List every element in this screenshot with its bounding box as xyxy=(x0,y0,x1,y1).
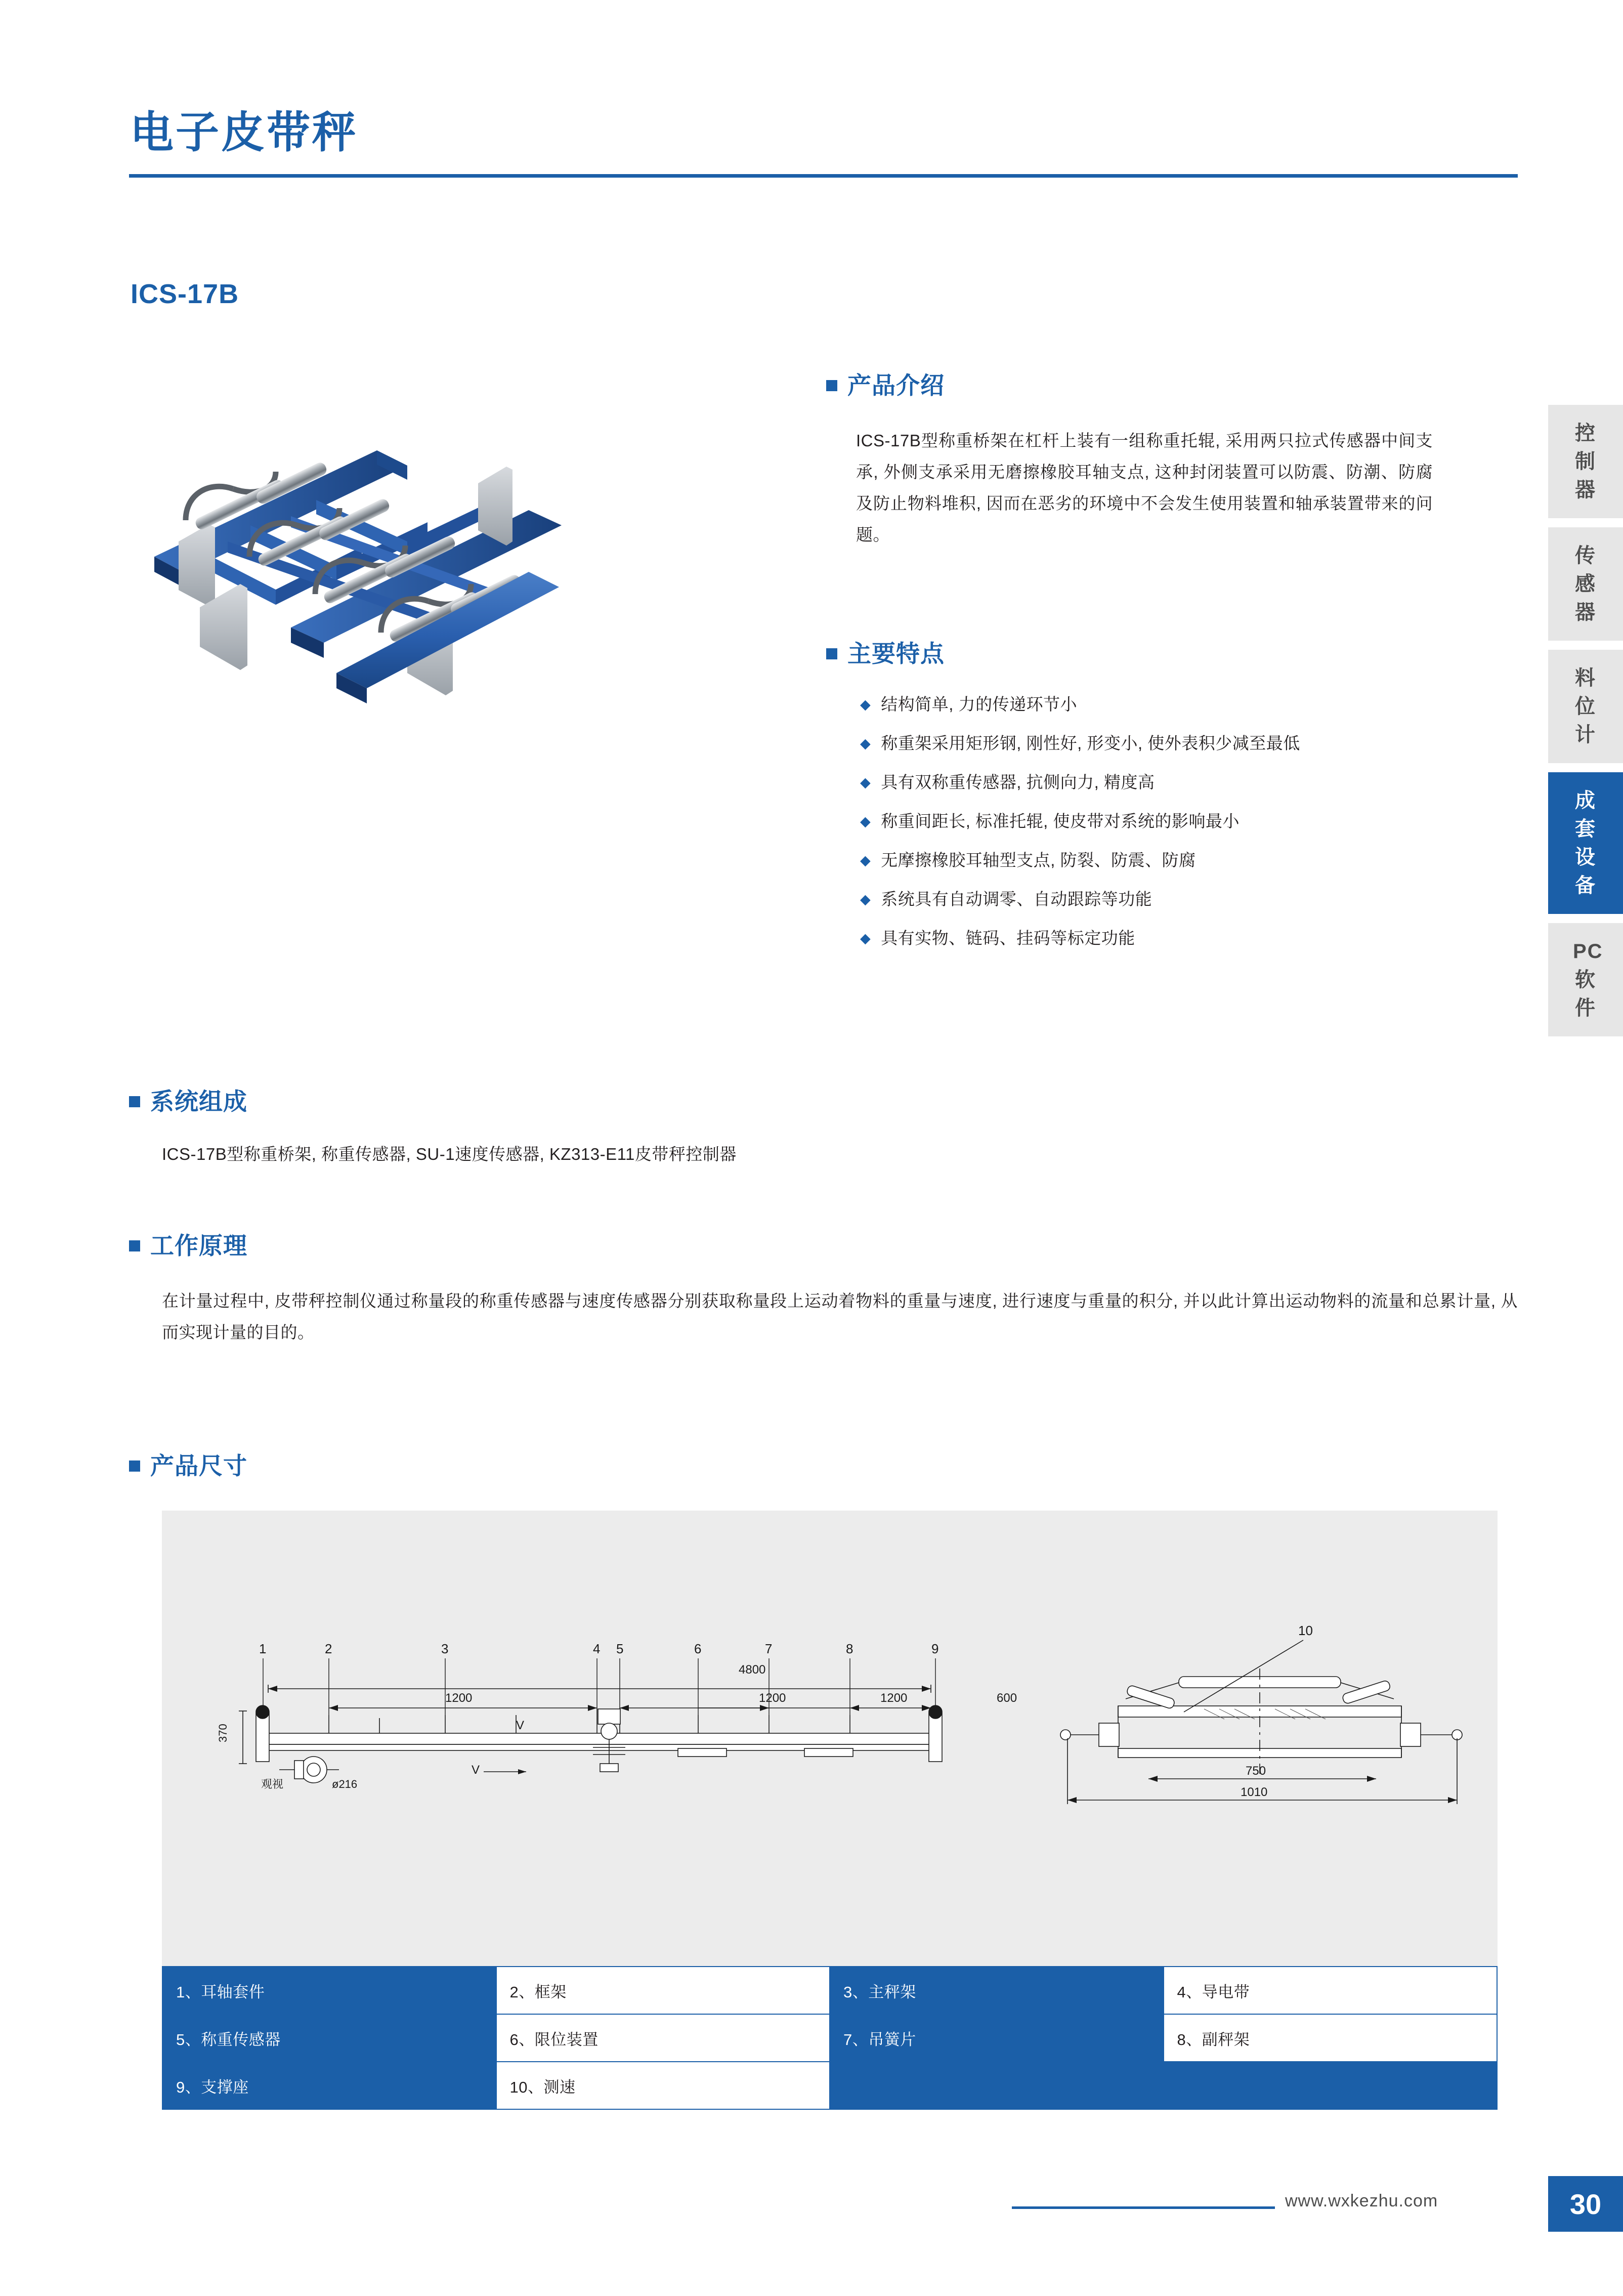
legend-cell: 2、框架 xyxy=(496,1967,830,2014)
svg-text:8: 8 xyxy=(846,1641,853,1656)
legend-cell: 10、测速 xyxy=(496,2062,830,2109)
svg-text:1200: 1200 xyxy=(445,1691,473,1705)
diamond-bullet-icon: ◆ xyxy=(860,736,871,751)
table-row xyxy=(162,2062,1497,2109)
section-heading-dimensions xyxy=(129,1447,247,1481)
feature-text: 系统具有自动调零、自动跟踪等功能 xyxy=(881,890,1152,908)
side-tab-label: 料位计 xyxy=(1575,667,1596,746)
intro-heading-text: 产品介绍 xyxy=(847,372,945,399)
diamond-bullet-icon: ◆ xyxy=(860,892,871,907)
side-tab-label: 成套设备 xyxy=(1575,789,1596,897)
svg-text:370: 370 xyxy=(217,1724,229,1742)
section-heading-features xyxy=(826,635,945,669)
list-item xyxy=(860,888,1457,910)
feature-text: 称重间距长, 标准托辊, 使皮带对系统的影响最小 xyxy=(881,812,1240,830)
system-paragraph: ICS-17B型称重桥架, 称重传感器, SU-1速度传感器, KZ313-E11皮带秤控制器 xyxy=(162,1145,737,1163)
side-tab-complete-equipment[interactable] xyxy=(1548,772,1623,914)
dimension-drawing xyxy=(162,1511,1498,1966)
svg-text:6: 6 xyxy=(694,1641,702,1656)
svg-text:5: 5 xyxy=(616,1641,624,1656)
feature-text: 称重架采用矩形钢, 刚性好, 形变小, 使外表积少减至最低 xyxy=(881,734,1300,753)
square-bullet-icon xyxy=(826,380,837,391)
section-heading-principle xyxy=(129,1227,247,1261)
feature-text: 结构简单, 力的传递环节小 xyxy=(881,695,1078,714)
side-tab-label: 传感器 xyxy=(1575,545,1596,623)
list-item xyxy=(860,771,1457,794)
legend-cell: 7、吊簧片 xyxy=(830,2014,1164,2062)
svg-text:1200: 1200 xyxy=(759,1691,786,1705)
page-header xyxy=(129,109,1515,178)
legend-cell: 3、主秤架 xyxy=(830,1967,1164,2014)
list-item xyxy=(860,849,1457,871)
features-heading-text: 主要特点 xyxy=(847,640,945,667)
feature-text: 具有双称重传感器, 抗侧向力, 精度高 xyxy=(881,773,1155,791)
legend-cell: 5、称重传感器 xyxy=(162,2014,496,2062)
svg-text:1: 1 xyxy=(259,1641,267,1656)
side-tab-pc-software[interactable] xyxy=(1548,923,1623,1036)
side-tab-label: 控制器 xyxy=(1575,422,1596,501)
list-item xyxy=(860,927,1457,949)
svg-text:2: 2 xyxy=(325,1641,332,1656)
principle-paragraph: 在计量过程中, 皮带秤控制仪通过称量段的称重传感器与速度传感器分别获取称量段上运动着物料的重量与速度, 进行速度与重量的积分, 并以此计算出运动物料的流量和总累计量, 从而实现计量的目的。 xyxy=(162,1291,1518,1342)
table-row xyxy=(162,1967,1497,2014)
svg-text:10: 10 xyxy=(1298,1623,1313,1638)
diamond-bullet-icon: ◆ xyxy=(860,775,871,790)
svg-text:V: V xyxy=(516,1719,525,1732)
feature-text: 具有实物、链码、挂码等标定功能 xyxy=(881,929,1135,947)
svg-text:1200: 1200 xyxy=(880,1691,908,1705)
intro-paragraph: ICS-17B型称重桥架在杠杆上装有一组称重托辊, 采用两只拉式传感器中间支承, 外侧支承采用无磨擦橡胶耳轴支点, 这种封闭装置可以防震、防潮、防腐及防止物料堆积, 因而在恶劣的环境中不会发生使用装置和轴承装置带来的问题。 xyxy=(856,431,1433,544)
product-illustration xyxy=(124,390,827,744)
legend-cell: 9、支撑座 xyxy=(162,2062,496,2109)
diamond-bullet-icon: ◆ xyxy=(860,853,871,868)
legend-table xyxy=(162,1966,1498,2110)
side-tab-nav xyxy=(1548,405,1623,1046)
svg-text:600: 600 xyxy=(997,1691,1017,1705)
list-item xyxy=(860,810,1457,832)
title-divider xyxy=(129,174,1518,178)
legend-cell-empty xyxy=(1164,2062,1498,2109)
legend-cell: 6、限位装置 xyxy=(496,2014,830,2062)
diamond-bullet-icon: ◆ xyxy=(860,814,871,829)
footer-divider xyxy=(1012,2206,1275,2209)
side-tab-sensor[interactable] xyxy=(1548,527,1623,641)
square-bullet-icon xyxy=(129,1240,140,1251)
table-row xyxy=(162,2014,1497,2062)
dimension-drawing-panel xyxy=(162,1511,1498,1966)
list-item xyxy=(860,693,1457,716)
side-tab-level-meter[interactable] xyxy=(1548,650,1623,763)
principle-heading-text: 工作原理 xyxy=(150,1232,247,1259)
legend-cell-empty xyxy=(830,2062,1164,2109)
system-heading-text: 系统组成 xyxy=(150,1088,247,1115)
diamond-bullet-icon: ◆ xyxy=(860,931,871,946)
svg-text:V: V xyxy=(472,1763,480,1777)
svg-text:7: 7 xyxy=(765,1641,773,1656)
legend-cell: 1、耳轴套件 xyxy=(162,1967,496,2014)
side-tab-label: PC软件 xyxy=(1573,940,1603,1019)
square-bullet-icon xyxy=(129,1096,140,1107)
diamond-bullet-icon: ◆ xyxy=(860,697,871,712)
section-heading-intro xyxy=(826,367,945,401)
legend-cell: 4、导电带 xyxy=(1164,1967,1498,2014)
dimensions-heading-text: 产品尺寸 xyxy=(150,1452,247,1479)
svg-text:4: 4 xyxy=(593,1641,601,1656)
section-heading-system xyxy=(129,1083,247,1117)
feature-text: 无摩擦橡胶耳轴型支点, 防裂、防震、防腐 xyxy=(881,851,1196,869)
svg-text:9: 9 xyxy=(931,1641,939,1656)
legend-cell: 8、副秤架 xyxy=(1164,2014,1498,2062)
page-title: 电子皮带秤 xyxy=(130,108,358,157)
svg-text:4800: 4800 xyxy=(739,1663,766,1677)
list-item xyxy=(860,732,1457,755)
svg-text:观视: 观视 xyxy=(261,1778,284,1790)
footer-website[interactable]: www.wxkezhu.com xyxy=(1285,2191,1438,2210)
square-bullet-icon xyxy=(129,1460,140,1472)
page-number: 30 xyxy=(1548,2176,1623,2232)
svg-text:750: 750 xyxy=(1246,1764,1266,1778)
svg-text:ø216: ø216 xyxy=(332,1778,358,1790)
model-code: ICS-17B xyxy=(131,279,239,309)
square-bullet-icon xyxy=(826,648,837,659)
svg-text:1010: 1010 xyxy=(1241,1785,1268,1799)
features-list xyxy=(860,693,1457,966)
side-tab-controller[interactable] xyxy=(1548,405,1623,518)
svg-text:3: 3 xyxy=(441,1641,449,1656)
